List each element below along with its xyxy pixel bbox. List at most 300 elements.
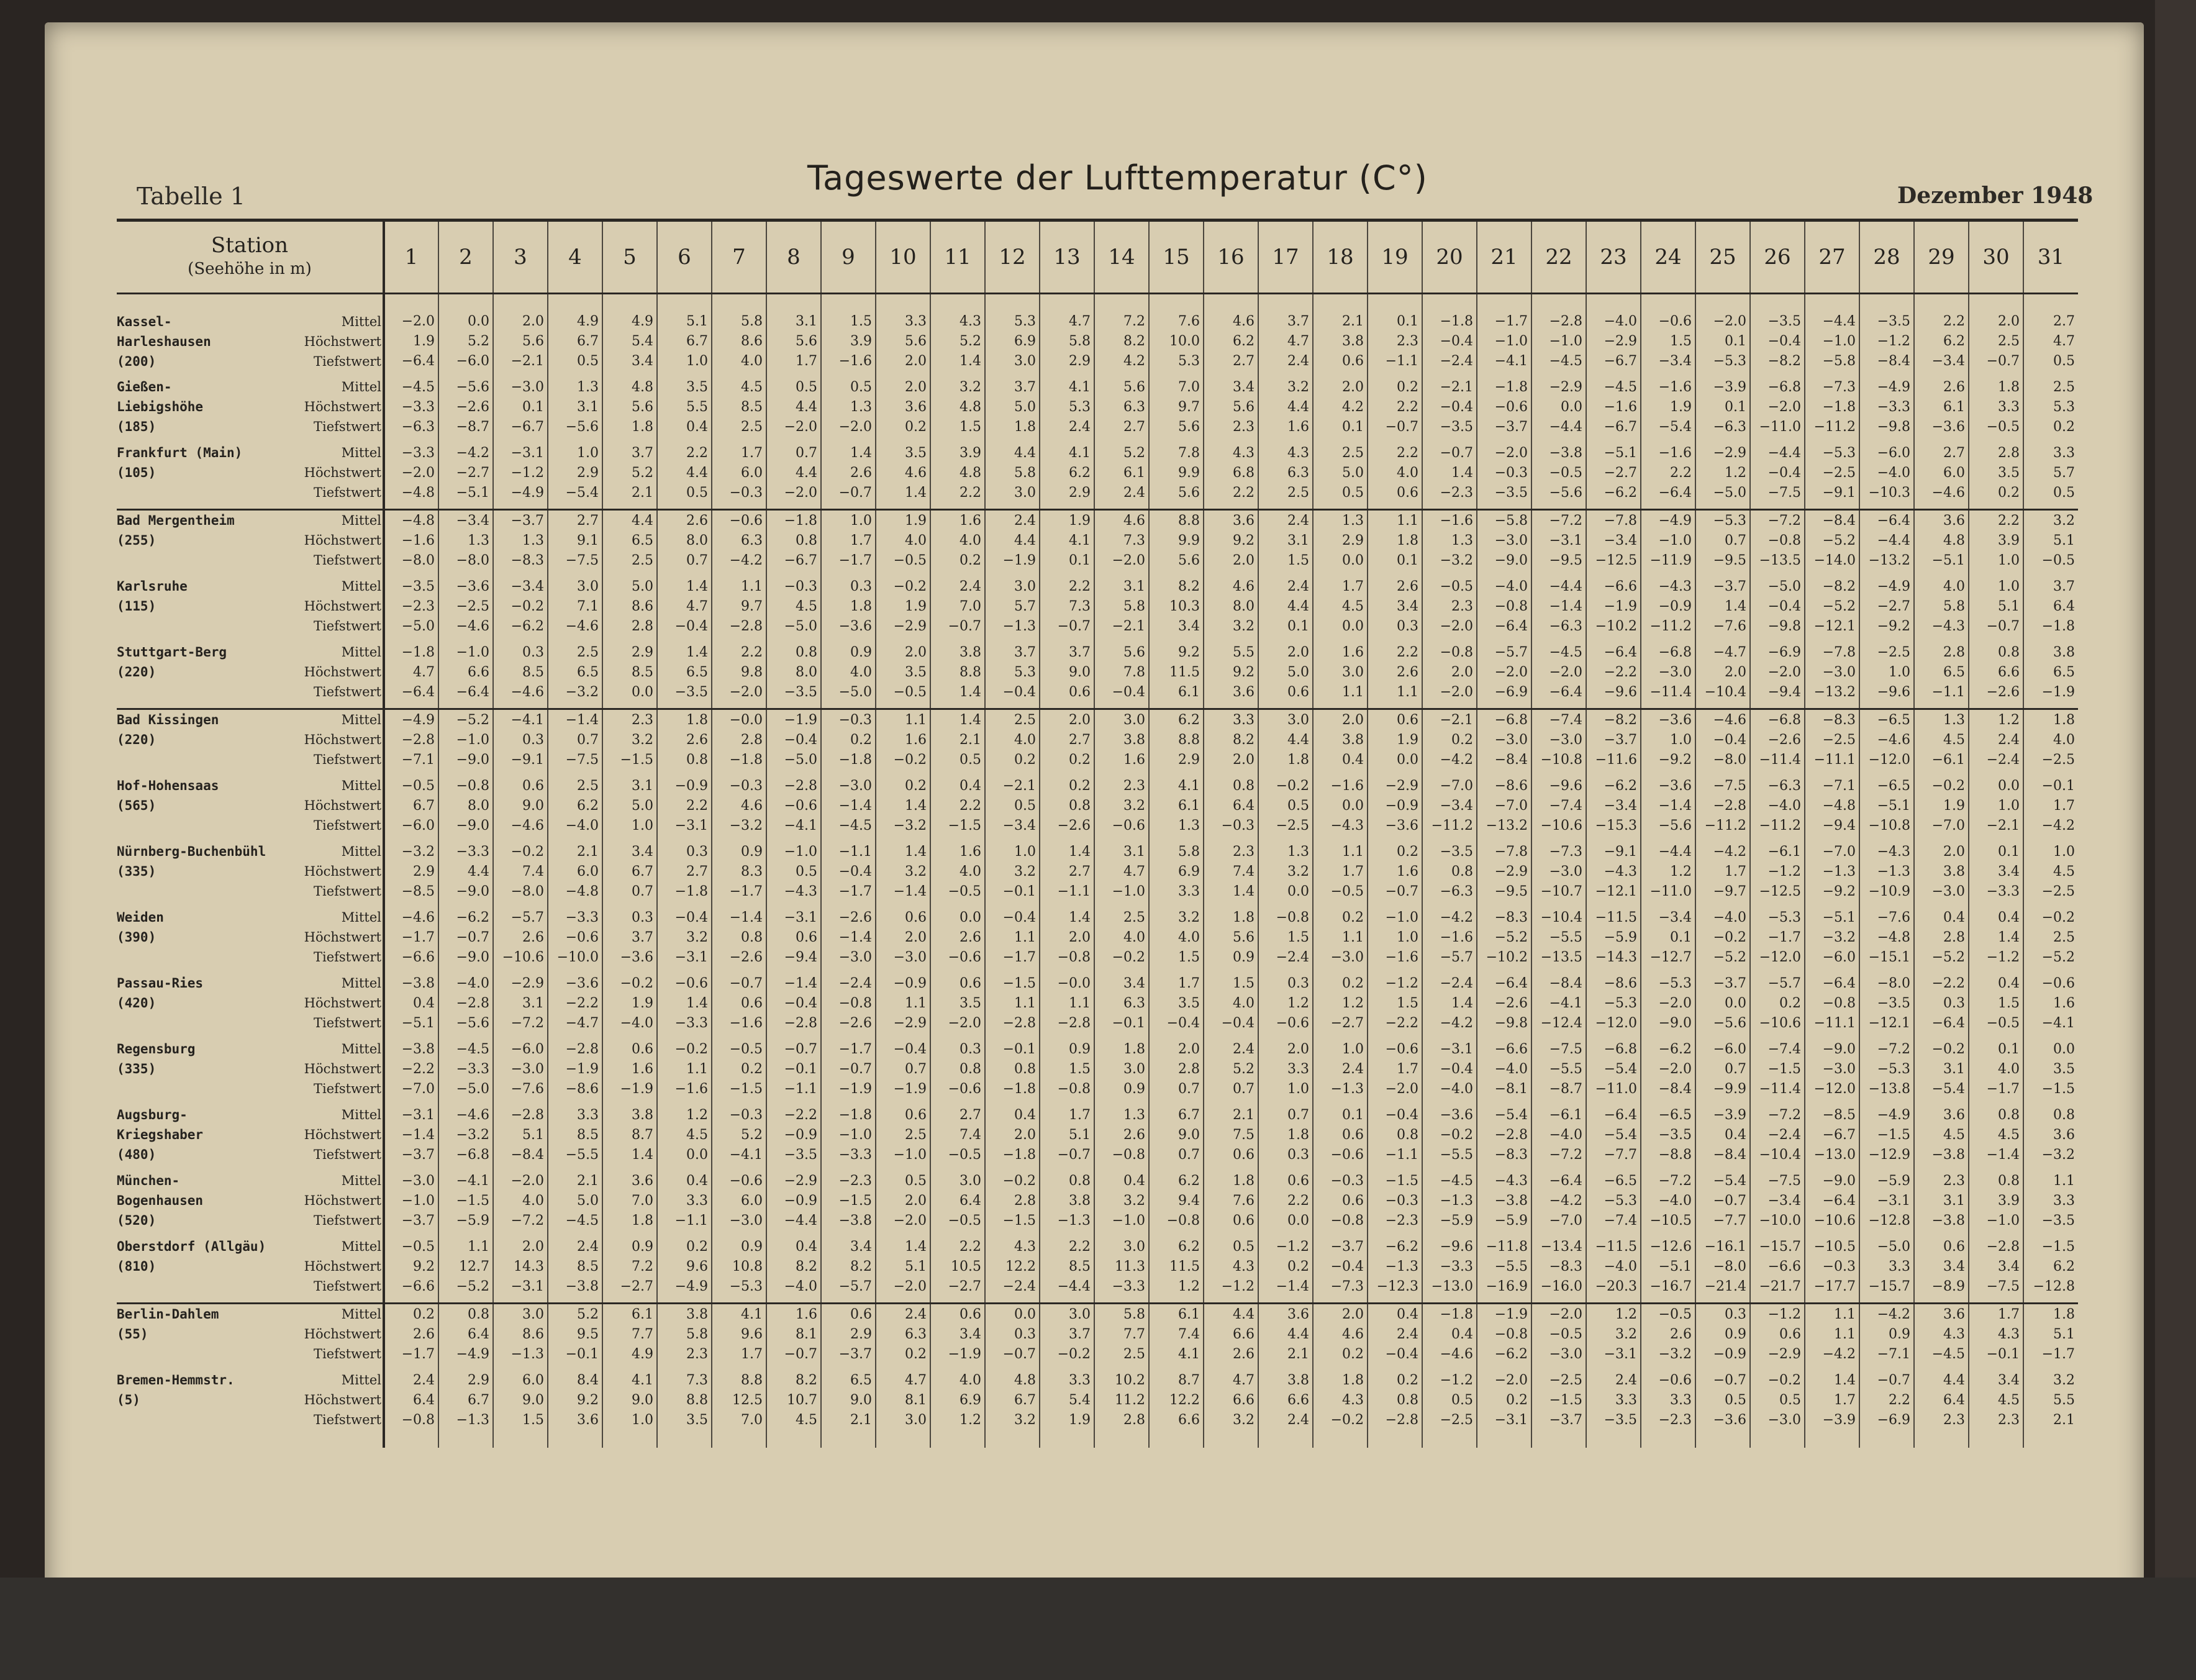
value-tiefst: 2.1 — [2053, 1412, 2075, 1428]
day-values-cell — [1805, 1105, 1859, 1171]
value-hoechst: 6.9 — [960, 1392, 981, 1408]
value-hoechst: 0.8 — [1397, 1392, 1418, 1408]
value-tiefst: −3.6 — [838, 619, 872, 634]
value-mittel: −0.6 — [729, 1173, 763, 1189]
day-header: 2 — [438, 220, 493, 294]
value-mittel: −1.0 — [1385, 910, 1418, 925]
value-hoechst: 6.4 — [413, 1392, 435, 1408]
value-tiefst: −5.1 — [401, 1015, 435, 1031]
value-hoechst: 9.4 — [1178, 1193, 1200, 1209]
value-hoechst: 3.4 — [1397, 599, 1418, 614]
value-tiefst: −2.6 — [1986, 684, 2020, 700]
day-values-cell — [1204, 576, 1258, 642]
value-mittel: −6.8 — [1767, 712, 1801, 728]
day-values-cell — [821, 776, 876, 842]
value-hoechst: −1.7 — [401, 930, 435, 945]
value-mittel: 0.6 — [1397, 712, 1418, 728]
value-tiefst: −9.5 — [1713, 553, 1746, 568]
value-mittel: 4.1 — [1178, 778, 1200, 794]
value-tiefst: −7.5 — [565, 553, 599, 568]
value-tiefst: −10.5 — [1649, 1213, 1692, 1228]
station-name-line: (335) — [117, 864, 157, 879]
row-type-label: Mittel — [341, 976, 381, 991]
day-values-cell — [1586, 510, 1641, 577]
value-mittel: 6.2 — [1178, 712, 1200, 728]
day-values-cell — [1204, 973, 1258, 1039]
value-hoechst: 6.7 — [468, 1392, 489, 1408]
value-mittel: 2.5 — [1014, 712, 1036, 728]
value-mittel: 1.3 — [1342, 513, 1364, 529]
value-mittel: −2.3 — [838, 1173, 872, 1189]
value-mittel: −0.8 — [1276, 910, 1309, 925]
value-tiefst: −12.3 — [1376, 1279, 1418, 1294]
value-hoechst: −1.2 — [510, 465, 544, 481]
value-mittel: −9.0 — [1822, 1173, 1856, 1189]
value-tiefst: −2.0 — [1440, 619, 1473, 634]
value-mittel: −6.4 — [1494, 976, 1528, 991]
day-values-cell — [1531, 709, 1586, 776]
day-values-cell — [1313, 776, 1368, 842]
day-values-cell — [1204, 1171, 1258, 1237]
value-tiefst: 0.5 — [1342, 485, 1364, 501]
value-mittel: 6.1 — [1178, 1307, 1200, 1322]
value-tiefst: −0.5 — [948, 884, 981, 899]
value-tiefst: −2.4 — [1276, 950, 1309, 965]
value-hoechst: −1.0 — [838, 1127, 872, 1143]
value-hoechst: −2.0 — [1658, 1061, 1692, 1077]
day-values-cell — [1531, 1237, 1586, 1304]
value-tiefst: −5.7 — [838, 1279, 872, 1294]
value-hoechst: 4.7 — [1287, 334, 1309, 349]
day-values-cell — [493, 377, 548, 443]
value-mittel: −6.5 — [1877, 712, 1910, 728]
value-tiefst: −4.6 — [510, 818, 544, 833]
value-tiefst: −3.0 — [729, 1213, 763, 1228]
value-tiefst: −3.5 — [784, 1147, 817, 1163]
value-mittel: 4.0 — [1943, 579, 1965, 594]
value-mittel: 3.6 — [1943, 513, 1965, 529]
station-name — [117, 776, 260, 815]
value-tiefst: −14.3 — [1595, 950, 1637, 965]
value-hoechst: 1.5 — [1287, 930, 1309, 945]
value-mittel: 3.2 — [960, 379, 981, 395]
day-values-cell — [1531, 1039, 1586, 1105]
value-mittel: −10.5 — [1813, 1239, 1856, 1255]
value-tiefst: 0.5 — [2053, 353, 2075, 369]
station-cell — [117, 443, 384, 510]
value-mittel: 3.4 — [1233, 379, 1255, 395]
value-mittel: 1.7 — [1178, 976, 1200, 991]
value-hoechst: 0.2 — [741, 1061, 763, 1077]
value-hoechst: 1.9 — [1397, 732, 1418, 748]
value-tiefst: −4.5 — [1549, 353, 1582, 369]
value-tiefst: −2.0 — [1385, 1081, 1418, 1097]
value-hoechst: −0.1 — [784, 1061, 817, 1077]
value-mittel: 1.8 — [1233, 1173, 1255, 1189]
value-hoechst: 4.7 — [413, 665, 435, 680]
value-hoechst: 5.6 — [796, 334, 817, 349]
value-tiefst: −3.5 — [784, 684, 817, 700]
day-values-cell — [1368, 1171, 1422, 1237]
row-type-label: Tiefstwert — [313, 419, 381, 434]
value-tiefst: −0.8 — [1057, 950, 1091, 965]
day-values-cell — [2023, 1171, 2078, 1237]
value-mittel: −3.9 — [1713, 1107, 1746, 1123]
value-hoechst: 9.8 — [741, 665, 763, 680]
station-row — [117, 907, 2078, 973]
value-hoechst: −4.4 — [1877, 533, 1910, 548]
value-mittel: −4.1 — [510, 712, 544, 728]
day-values-cell — [985, 907, 1040, 973]
station-name-line: Nürnberg-Buchenbühl — [117, 844, 266, 859]
station-name — [117, 1105, 260, 1165]
day-values-cell — [548, 510, 602, 577]
value-hoechst: 6.4 — [960, 1193, 981, 1209]
day-values-cell — [1204, 1237, 1258, 1304]
value-tiefst: −4.3 — [1931, 619, 1965, 634]
value-hoechst: −1.3 — [1385, 1259, 1418, 1274]
value-tiefst: −6.9 — [1877, 1412, 1910, 1428]
day-values-cell — [1750, 1105, 1805, 1171]
value-mittel: −0.6 — [674, 976, 708, 991]
day-values-cell — [1313, 1237, 1368, 1304]
value-mittel: −5.8 — [1494, 513, 1528, 529]
value-tiefst: −3.8 — [565, 1279, 599, 1294]
station-row — [117, 443, 2078, 510]
value-tiefst: −4.3 — [784, 884, 817, 899]
day-values-cell — [1695, 1105, 1750, 1171]
value-hoechst: 6.6 — [1233, 1327, 1255, 1342]
value-tiefst: −2.0 — [893, 1279, 927, 1294]
value-tiefst: −3.4 — [1002, 818, 1036, 833]
value-hoechst: 3.2 — [905, 864, 927, 879]
value-hoechst: −5.4 — [1604, 1127, 1637, 1143]
value-mittel: −4.5 — [456, 1042, 489, 1057]
value-tiefst: −6.4 — [401, 684, 435, 700]
value-tiefst: −4.9 — [674, 1279, 708, 1294]
day-values-cell — [876, 1304, 930, 1371]
value-hoechst: −1.6 — [401, 533, 435, 548]
value-tiefst: −7.2 — [1549, 1147, 1582, 1163]
day-values-cell — [1969, 1039, 2023, 1105]
value-hoechst: 5.1 — [2053, 1327, 2075, 1342]
value-tiefst: −4.9 — [456, 1346, 489, 1362]
value-hoechst: 9.7 — [1178, 399, 1200, 415]
value-hoechst: 4.3 — [1998, 1327, 2020, 1342]
value-hoechst: 9.9 — [1178, 533, 1200, 548]
day-values-cell — [2023, 1105, 2078, 1171]
value-hoechst: 6.7 — [1014, 1392, 1036, 1408]
value-mittel: 0.6 — [960, 1307, 981, 1322]
value-hoechst: 7.0 — [632, 1193, 653, 1209]
value-hoechst: 2.8 — [1178, 1061, 1200, 1077]
day-values-cell — [1422, 576, 1477, 642]
value-mittel: 3.3 — [1069, 1373, 1091, 1388]
value-hoechst: 3.2 — [632, 732, 653, 748]
day-values-cell — [602, 842, 657, 907]
value-hoechst: 0.0 — [1561, 399, 1582, 415]
row-type-label: Tiefstwert — [313, 684, 381, 699]
value-tiefst: −7.0 — [401, 1081, 435, 1097]
value-mittel: −8.6 — [1494, 778, 1528, 794]
value-hoechst: 7.4 — [1178, 1327, 1200, 1342]
row-type-label: Tiefstwert — [313, 950, 381, 965]
value-mittel: 0.0 — [960, 910, 981, 925]
value-mittel: 0.4 — [796, 1239, 817, 1255]
value-hoechst: 5.2 — [632, 465, 653, 481]
day-header: 15 — [1149, 220, 1204, 294]
value-mittel: 1.3 — [1287, 844, 1309, 860]
day-values-cell — [1368, 1039, 1422, 1105]
day-values-cell — [1641, 642, 1695, 709]
value-hoechst: 2.9 — [1342, 533, 1364, 548]
day-values-cell — [1313, 510, 1368, 577]
value-tiefst: 5.6 — [1178, 485, 1200, 501]
value-tiefst: 3.0 — [1014, 353, 1036, 369]
station-name-line: Kriegshaber — [117, 1127, 204, 1142]
day-values-cell — [712, 1039, 766, 1105]
day-values-cell — [1094, 776, 1149, 842]
value-hoechst: −3.0 — [1494, 732, 1528, 748]
value-tiefst: −0.4 — [1221, 1015, 1255, 1031]
day-values-cell — [438, 377, 493, 443]
day-values-cell — [1531, 642, 1586, 709]
value-mittel: 2.2 — [1069, 1239, 1091, 1255]
value-tiefst: −10.6 — [1540, 818, 1582, 833]
value-hoechst: −1.0 — [1494, 334, 1528, 349]
day-values-cell — [1204, 842, 1258, 907]
value-mittel: 0.3 — [850, 579, 872, 594]
value-tiefst: −5.6 — [456, 1015, 489, 1031]
value-mittel: 0.6 — [850, 1307, 872, 1322]
value-tiefst: −1.1 — [1385, 1147, 1418, 1163]
day-values-cell — [1149, 709, 1204, 776]
value-tiefst: −4.1 — [2041, 1015, 2075, 1031]
value-tiefst: −2.0 — [838, 419, 872, 435]
day-values-cell — [985, 1171, 1040, 1237]
value-hoechst: −0.4 — [784, 996, 817, 1011]
value-tiefst: −13.5 — [1540, 950, 1582, 965]
value-hoechst: −5.5 — [1549, 930, 1582, 945]
value-tiefst: −1.7 — [1986, 1081, 2020, 1097]
day-values-cell — [930, 294, 985, 378]
station-cell — [117, 642, 384, 709]
value-mittel: 1.4 — [905, 844, 927, 860]
value-mittel: −4.2 — [456, 445, 489, 461]
day-values-cell — [1695, 1370, 1750, 1448]
value-tiefst: 0.2 — [1342, 1346, 1364, 1362]
value-mittel: −0.9 — [893, 976, 927, 991]
value-hoechst: 8.8 — [1178, 732, 1200, 748]
value-hoechst: 3.7 — [1069, 1327, 1091, 1342]
value-hoechst: 6.5 — [2053, 665, 2075, 680]
value-hoechst: 9.6 — [686, 1259, 708, 1274]
value-hoechst: 4.4 — [686, 465, 708, 481]
value-tiefst: 2.7 — [1123, 419, 1145, 435]
value-mittel: −0.6 — [1658, 1373, 1692, 1388]
value-mittel: −1.6 — [1658, 445, 1692, 461]
value-mittel: −1.7 — [1494, 314, 1528, 329]
value-hoechst: −0.4 — [1440, 334, 1473, 349]
value-mittel: −1.8 — [1440, 314, 1473, 329]
value-tiefst: 2.4 — [1069, 419, 1091, 435]
value-mittel: 3.4 — [1998, 1373, 2020, 1388]
value-mittel: 0.8 — [1998, 1173, 2020, 1189]
value-hoechst: 3.2 — [1014, 864, 1036, 879]
value-tiefst: −2.7 — [620, 1279, 653, 1294]
value-mittel: 0.2 — [1342, 976, 1364, 991]
day-values-cell — [1094, 642, 1149, 709]
day-values-cell — [657, 709, 712, 776]
value-hoechst: −0.4 — [1713, 732, 1746, 748]
day-values-cell — [657, 842, 712, 907]
value-tiefst: −3.7 — [1549, 1412, 1582, 1428]
value-tiefst: −11.0 — [1595, 1081, 1637, 1097]
value-tiefst: −13.2 — [1813, 684, 1856, 700]
value-hoechst: −2.6 — [1767, 732, 1801, 748]
day-values-cell — [548, 907, 602, 973]
value-tiefst: −5.0 — [784, 752, 817, 768]
value-tiefst: −5.4 — [1931, 1081, 1965, 1097]
day-values-cell — [876, 776, 930, 842]
day-values-cell — [1859, 294, 1914, 378]
value-mittel: 0.9 — [850, 645, 872, 660]
day-values-cell — [1040, 776, 1094, 842]
value-tiefst: −3.1 — [674, 818, 708, 833]
value-tiefst: −4.1 — [1494, 353, 1528, 369]
value-tiefst: −5.4 — [1658, 419, 1692, 435]
value-mittel: 0.5 — [1233, 1239, 1255, 1255]
value-hoechst: 5.6 — [632, 399, 653, 415]
value-mittel: −1.6 — [1330, 778, 1364, 794]
value-tiefst: 3.2 — [1014, 1412, 1036, 1428]
value-mittel: 6.5 — [850, 1373, 872, 1388]
value-hoechst: −4.3 — [1604, 864, 1637, 879]
value-hoechst: 4.4 — [796, 399, 817, 415]
station-name-line: (115) — [117, 599, 157, 614]
value-tiefst: −0.9 — [1713, 1346, 1746, 1362]
day-values-cell — [438, 907, 493, 973]
day-values-cell — [1531, 776, 1586, 842]
value-mittel: 5.6 — [1123, 379, 1145, 395]
value-mittel: −3.6 — [1440, 1107, 1473, 1123]
day-values-cell — [1477, 294, 1531, 378]
value-tiefst: −10.0 — [1759, 1213, 1801, 1228]
value-mittel: 2.3 — [632, 712, 653, 728]
day-values-cell — [1204, 907, 1258, 973]
day-values-cell — [493, 1370, 548, 1448]
value-tiefst: −6.4 — [1549, 684, 1582, 700]
day-values-cell — [1477, 709, 1531, 776]
value-hoechst: −0.4 — [838, 864, 872, 879]
value-hoechst: 0.2 — [1506, 1392, 1528, 1408]
value-hoechst: 6.7 — [632, 864, 653, 879]
value-tiefst: −1.8 — [674, 884, 708, 899]
day-values-cell — [1258, 294, 1313, 378]
value-tiefst: 1.2 — [1178, 1279, 1200, 1294]
value-hoechst: 10.5 — [951, 1259, 981, 1274]
value-hoechst: 4.4 — [1287, 732, 1309, 748]
value-hoechst: 3.0 — [1123, 1061, 1145, 1077]
value-mittel: 3.6 — [1287, 1307, 1309, 1322]
value-mittel: −8.3 — [1494, 910, 1528, 925]
value-mittel: 3.3 — [577, 1107, 599, 1123]
value-hoechst: 8.5 — [632, 665, 653, 680]
value-tiefst: −12.9 — [1868, 1147, 1910, 1163]
row-type-label: Höchstwert — [304, 599, 381, 614]
value-mittel: 0.9 — [741, 1239, 763, 1255]
value-hoechst: 6.5 — [686, 665, 708, 680]
value-hoechst: 4.7 — [2053, 334, 2075, 349]
day-values-cell — [438, 510, 493, 577]
value-tiefst: −6.4 — [401, 353, 435, 369]
value-mittel: −7.4 — [1767, 1042, 1801, 1057]
value-hoechst: 1.5 — [1670, 334, 1692, 349]
row-type-label: Tiefstwert — [313, 1081, 381, 1096]
row-type-label: Mittel — [341, 445, 381, 460]
value-mittel: −7.5 — [1713, 778, 1746, 794]
value-hoechst: 2.0 — [905, 1193, 927, 1209]
value-tiefst: −2.8 — [729, 619, 763, 634]
day-values-cell — [1695, 510, 1750, 577]
value-tiefst: −3.8 — [1931, 1213, 1965, 1228]
value-mittel: −4.7 — [1713, 645, 1746, 660]
value-hoechst: 5.8 — [1014, 465, 1036, 481]
value-tiefst: −11.4 — [1759, 752, 1801, 768]
value-mittel: 4.3 — [1287, 445, 1309, 461]
value-hoechst: 1.3 — [1451, 533, 1473, 548]
day-values-cell — [1149, 510, 1204, 577]
value-tiefst: −12.5 — [1759, 884, 1801, 899]
day-values-cell — [712, 377, 766, 443]
value-tiefst: −0.3 — [1221, 818, 1255, 833]
value-hoechst: −2.0 — [1658, 996, 1692, 1011]
day-values-cell — [930, 776, 985, 842]
day-values-cell — [876, 1039, 930, 1105]
row-type-label: Mittel — [341, 579, 381, 594]
value-tiefst: −1.3 — [1057, 1213, 1091, 1228]
day-values-cell — [1477, 907, 1531, 973]
value-mittel: 7.6 — [1178, 314, 1200, 329]
value-tiefst: −3.3 — [1986, 884, 2020, 899]
value-mittel: 1.0 — [1998, 579, 2020, 594]
value-tiefst: −10.4 — [1759, 1147, 1801, 1163]
day-values-cell — [1805, 1370, 1859, 1448]
value-mittel: 0.4 — [1943, 910, 1965, 925]
day-values-cell — [657, 776, 712, 842]
day-values-cell — [985, 443, 1040, 510]
value-hoechst: −1.4 — [838, 798, 872, 814]
value-mittel: −4.9 — [1877, 379, 1910, 395]
value-hoechst: 4.0 — [1123, 930, 1145, 945]
row-type-labels — [304, 1105, 381, 1165]
day-values-cell — [1040, 1237, 1094, 1304]
value-mittel: −6.8 — [1494, 712, 1528, 728]
station-name-line: Harleshausen — [117, 334, 211, 349]
value-hoechst: 0.8 — [1397, 1127, 1418, 1143]
value-hoechst: −3.1 — [1549, 533, 1582, 548]
value-hoechst: 4.0 — [2053, 732, 2075, 748]
day-values-cell — [1477, 1171, 1531, 1237]
day-values-cell — [1368, 1105, 1422, 1171]
station-cell — [117, 776, 384, 842]
value-hoechst: −1.4 — [1658, 798, 1692, 814]
value-hoechst: 8.2 — [850, 1259, 872, 1274]
day-values-cell — [1695, 1237, 1750, 1304]
value-mittel: −6.4 — [1549, 1173, 1582, 1189]
value-tiefst: 5.6 — [1178, 553, 1200, 568]
value-tiefst: −1.4 — [1276, 1279, 1309, 1294]
